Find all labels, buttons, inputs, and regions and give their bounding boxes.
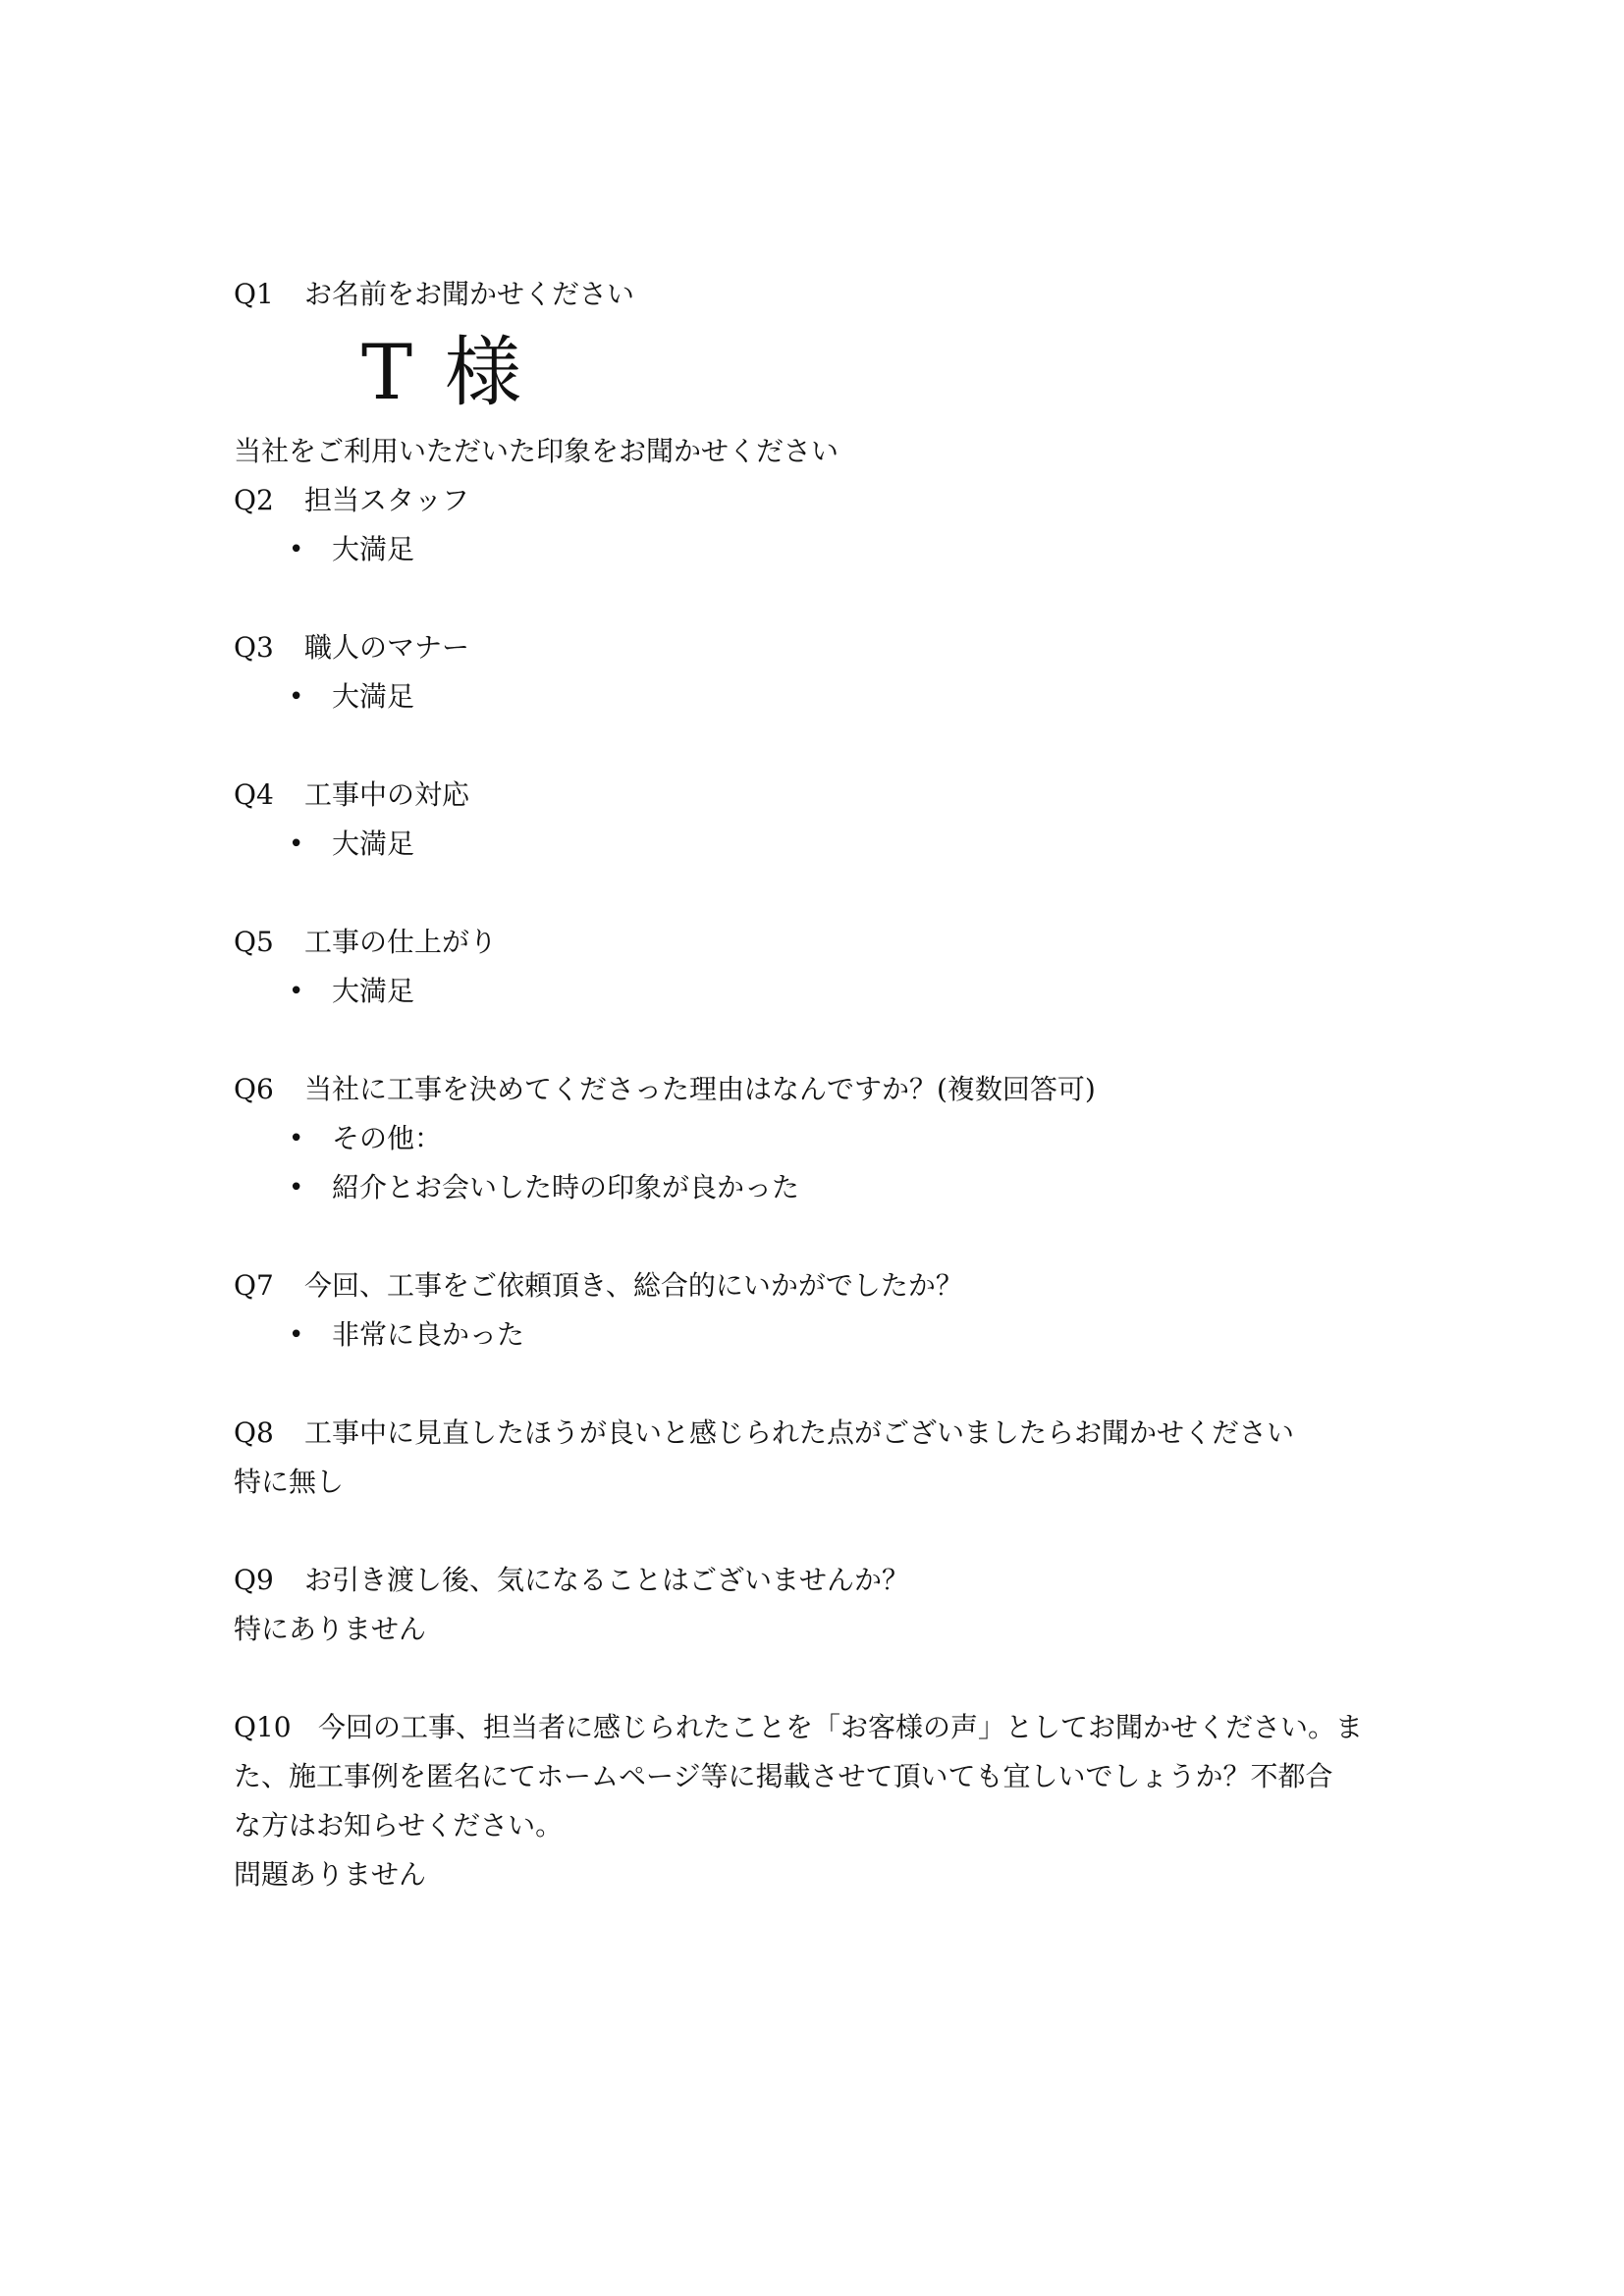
list-item [234, 1163, 1412, 1212]
q10-answer: 問題ありません [234, 1858, 427, 1891]
q4-number: Q4 [234, 778, 274, 811]
q7-number: Q7 [234, 1269, 274, 1302]
bullet-icon: • [289, 1320, 304, 1350]
q6-question: 当社に工事を決めてくださった理由はなんですか？(複数回答可) [304, 1073, 1096, 1105]
q6-row [234, 1065, 1412, 1114]
list-item [234, 967, 1412, 1016]
q2-question: 担当スタッフ [304, 484, 470, 516]
q4-question: 工事中の対応 [304, 778, 470, 811]
list-item [234, 1310, 1412, 1360]
q7-row [234, 1261, 1412, 1310]
q3-row [234, 623, 1412, 672]
q3-number: Q3 [234, 631, 274, 664]
bullet-icon: • [289, 1124, 304, 1153]
q9-row [234, 1556, 1412, 1605]
q8-answer: 特に無し [234, 1466, 345, 1498]
survey-document [234, 270, 1412, 1899]
bullet-icon: • [289, 829, 304, 859]
q3-answer-list [234, 672, 1412, 721]
q5-row [234, 918, 1412, 967]
q4-row [234, 771, 1412, 820]
list-item [234, 525, 1412, 574]
q2-answer: 大満足 [332, 533, 415, 565]
q7-answer-list [234, 1310, 1412, 1360]
q5-answer-list [234, 967, 1412, 1016]
list-item [234, 820, 1412, 869]
q6-answer-other: その他： [332, 1122, 443, 1154]
q9-answer: 特にありません [234, 1613, 427, 1645]
q10-number: Q10 [234, 1711, 292, 1743]
q9-question: お引き渡し後、気になることはございませんか？ [304, 1564, 910, 1596]
q10-question-line2: た、施工事例を匿名にてホームページ等に掲載させて頂いても宜しいでしょうか？不都合 [234, 1760, 1333, 1792]
bullet-icon: • [289, 682, 304, 712]
q7-answer: 非常に良かった [332, 1318, 525, 1351]
impression-intro: 当社をご利用いただいた印象をお聞かせください [234, 435, 839, 467]
q3-question: 職人のマナー [304, 631, 470, 664]
q2-number: Q2 [234, 484, 274, 516]
q3-answer: 大満足 [332, 680, 415, 713]
q8-question: 工事中に見直したほうが良いと感じられた点がございましたらお聞かせください [304, 1416, 1295, 1449]
q9-number: Q9 [234, 1564, 274, 1596]
q1-row [234, 270, 1412, 319]
list-item [234, 1114, 1412, 1163]
bullet-icon: • [289, 535, 304, 564]
q4-answer: 大満足 [332, 828, 415, 860]
q10-question-line3: な方はお知らせください。 [234, 1809, 564, 1842]
q10-question-line1: 今回の工事、担当者に感じられたことを「お客様の声」としてお聞かせください。ま [318, 1711, 1364, 1743]
bullet-icon: • [289, 977, 304, 1006]
q2-answer-list [234, 525, 1412, 574]
q5-question: 工事の仕上がり [304, 926, 498, 958]
q5-number: Q5 [234, 926, 274, 958]
q7-question: 今回、工事をご依頼頂き、総合的にいかがでしたか？ [304, 1269, 963, 1302]
q6-number: Q6 [234, 1073, 274, 1105]
q6-answer-referral: 紹介とお会いした時の印象が良かった [332, 1171, 800, 1203]
list-item [234, 672, 1412, 721]
q1-number: Q1 [234, 278, 274, 310]
q10-row [234, 1703, 1412, 1752]
bullet-icon: • [289, 1173, 304, 1202]
q1-answer-name: T 様 [361, 329, 525, 417]
q1-question: お名前をお聞かせください [304, 278, 635, 310]
q5-answer: 大満足 [332, 975, 415, 1007]
q6-answer-list [234, 1114, 1412, 1212]
q8-row [234, 1409, 1412, 1458]
q8-number: Q8 [234, 1416, 274, 1449]
q2-row [234, 476, 1412, 525]
q4-answer-list [234, 820, 1412, 869]
